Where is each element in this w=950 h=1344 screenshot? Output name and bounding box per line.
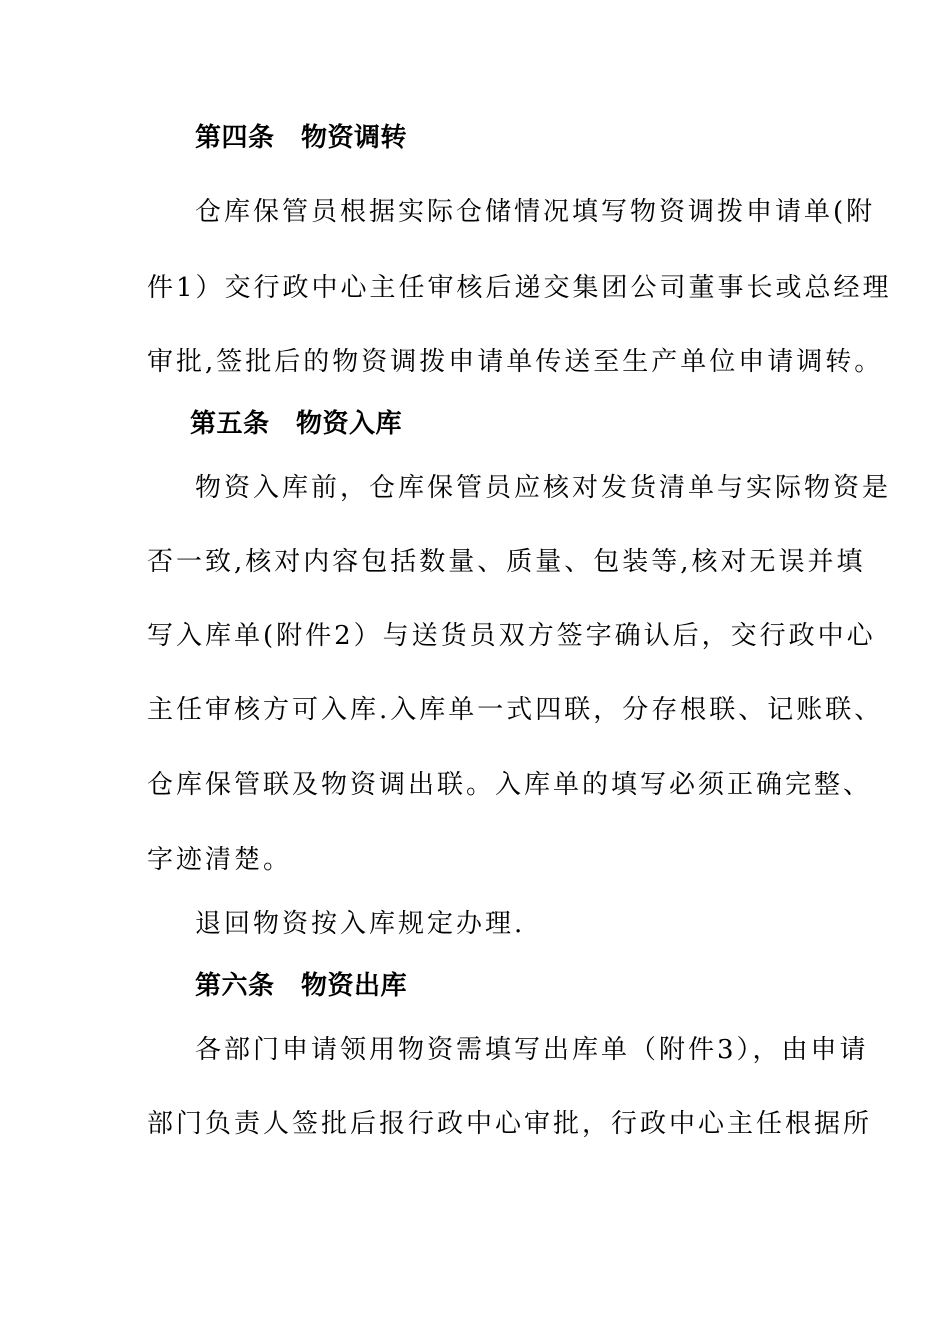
paragraph-line: 部门负责人签批后报行政中心审批，行政中心主任根据所 (147, 1109, 873, 1139)
paragraph-line: 物资入库前，仓库保管员应核对发货清单与实际物资是 (195, 473, 892, 503)
section-heading-5: 第五条 物资入库 (190, 409, 403, 439)
paragraph-line: 各部门申请领用物资需填写出库单（附件3），由申请 (195, 1035, 869, 1065)
paragraph-line: 审批,签批后的物资调拨申请单传送至生产单位申请调转。 (147, 347, 884, 377)
section-heading-6: 第六条 物资出库 (195, 971, 408, 1001)
paragraph-line: 件1）交行政中心主任审核后递交集团公司董事长或总经理 (147, 273, 892, 303)
paragraph-line: 仓库保管员根据实际仓储情况填写物资调拨申请单(附 (195, 197, 876, 227)
paragraph-line: 退回物资按入库规定办理. (195, 909, 526, 939)
paragraph-line: 主任审核方可入库.入库单一式四联，分存根联、记账联、 (147, 695, 884, 725)
paragraph-line: 否一致,核对内容包括数量、质量、包装等,核对无误并填 (147, 547, 866, 577)
paragraph-line: 仓库保管联及物资调出联。入库单的填写必须正确完整、 (147, 770, 873, 800)
paragraph-line: 字迹清楚。 (147, 845, 293, 875)
section-heading-4: 第四条 物资调转 (195, 123, 408, 153)
paragraph-line: 写入库单(附件2）与送货员双方签字确认后，交行政中心 (147, 621, 876, 651)
